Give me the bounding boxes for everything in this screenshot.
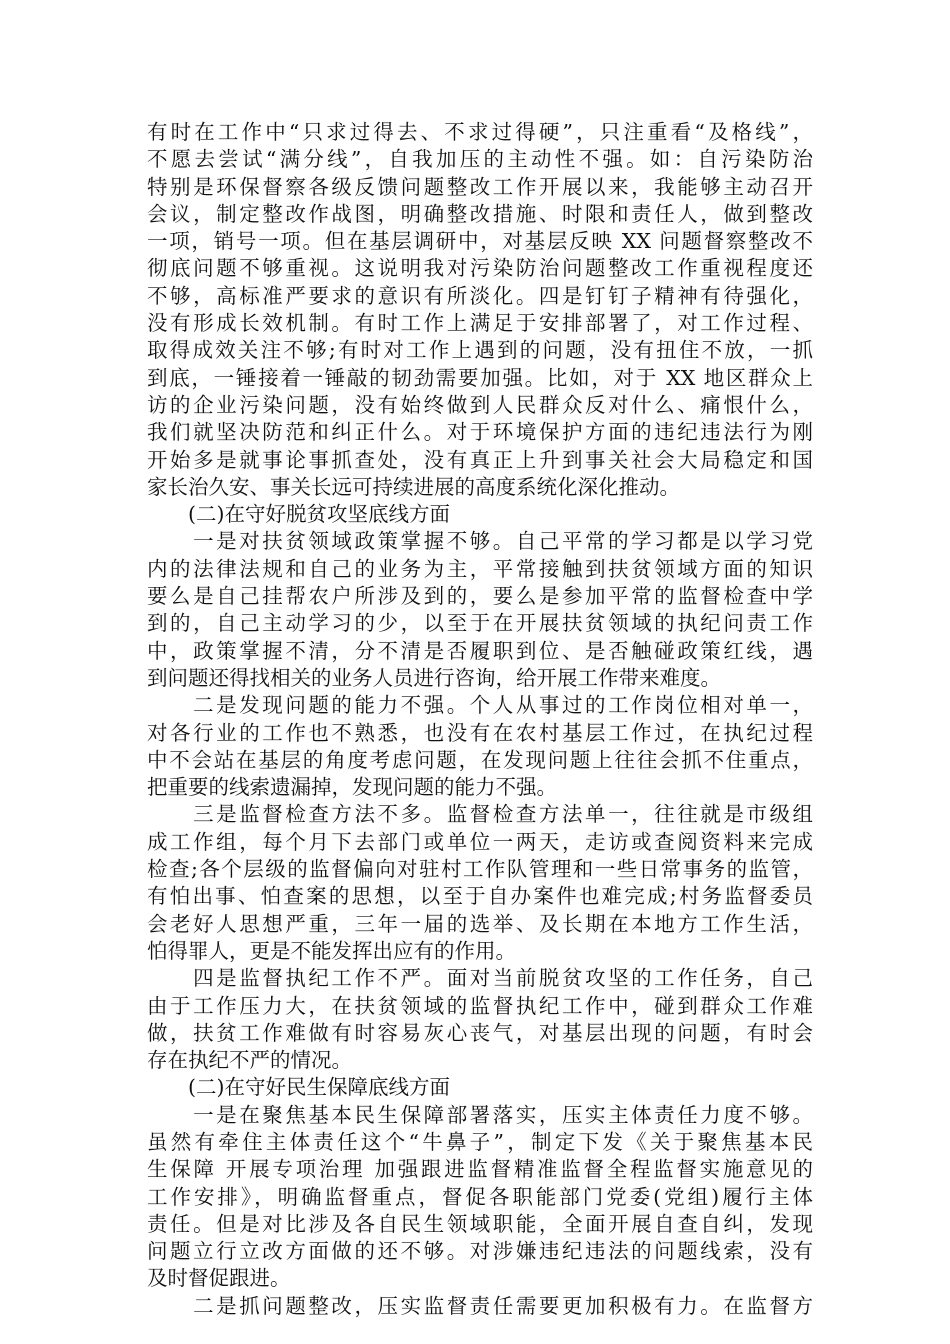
text-line: 把重要的线索遗漏掉，发现问题的能力不强。 [147, 775, 557, 800]
text-line: 我们就坚决防范和纠正什么。对于环境保护方面的违纪违法行为刚 [147, 420, 813, 445]
text-line: 到底，一锤接着一锤敲的韧劲需要加强。比如，对于 XX 地区群众上 [147, 365, 813, 390]
text-line: 有时在工作中“只求过得去、不求过得硬”，只注重看“及格线”， [147, 120, 813, 144]
text-line: 彻底问题不够重视。这说明我对污染防治问题整改工作重视程度还 [147, 256, 813, 281]
text-line: (二)在守好民生保障底线方面 [147, 1075, 450, 1100]
text-line: 会老好人思想严重，三年一届的选举、及长期在本地方工作生活， [147, 911, 813, 936]
text-line: 对各行业的工作也不熟悉，也没有在农村基层工作过，在执纪过程 [147, 720, 813, 745]
text-line: 中，政策掌握不清，分不清是否履职到位、是否触碰政策红线，遇 [147, 638, 813, 663]
text-line: 到的，自己主动学习的少，以至于在开展扶贫领域的执纪问责工作 [147, 611, 813, 636]
text-line: 要么是自己挂帮农户所涉及到的，要么是参加平常的监督检查中学 [147, 584, 813, 609]
text-line: 三是监督检查方法不多。监督检查方法单一，往往就是市级组 [147, 802, 813, 827]
text-line: 开始多是就事论事抓查处，没有真正上升到事关社会大局稳定和国 [147, 447, 813, 472]
text-line: 工作安排》，明确监督重点，督促各职能部门党委(党组)履行主体 [147, 1184, 813, 1209]
text-line: 一项，销号一项。但在基层调研中，对基层反映 XX 问题督察整改不 [147, 229, 813, 254]
text-line: 存在执纪不严的情况。 [147, 1048, 352, 1073]
text-line: 生保障 开展专项治理 加强跟进监督精准监督全程监督实施意见的 [147, 1157, 813, 1182]
text-line: 取得成效关注不够;有时对工作上遇到的问题，没有扭住不放，一抓 [147, 338, 813, 363]
text-line: (二)在守好脱贫攻坚底线方面 [147, 502, 450, 527]
text-line: 会议，制定整改作战图，明确整改措施、时限和责任人，做到整改 [147, 201, 813, 226]
text-line: 一是在聚焦基本民生保障部署落实，压实主体责任力度不够。 [147, 1102, 813, 1127]
text-line: 特别是环保督察各级反馈问题整改工作开展以来，我能够主动召开 [147, 174, 813, 199]
text-line: 责任。但是对比涉及各自民生领域职能，全面开展自查自纠，发现 [147, 1211, 813, 1236]
document-body [147, 119, 813, 1320]
text-line: 二是抓问题整改，压实监督责任需要更加积极有力。在监督方 [147, 1293, 813, 1318]
text-line: 问题立行立改方面做的还不够。对涉嫌违纪违法的问题线索，没有 [147, 1239, 813, 1264]
text-line: 虽然有牵住主体责任这个“牛鼻子”，制定下发《关于聚焦基本民 [147, 1129, 813, 1154]
text-line: 有怕出事、怕查案的思想，以至于自办案件也难完成;村务监督委员 [147, 884, 813, 909]
text-line: 到问题还得找相关的业务人员进行咨询，给开展工作带来难度。 [147, 665, 721, 690]
text-line: 四是监督执纪工作不严。面对当前脱贫攻坚的工作任务，自己 [147, 966, 813, 991]
text-line: 不愿去尝试“满分线”，自我加压的主动性不强。如：自污染防治 [147, 147, 813, 172]
text-line: 怕得罪人，更是不能发挥出应有的作用。 [147, 938, 516, 963]
text-line: 家长治久安、事关长远可持续进展的高度系统化深化推动。 [147, 474, 680, 499]
text-line: 内的法律法规和自己的业务为主，平常接触到扶贫领域方面的知识 [147, 556, 813, 581]
text-line: 一是对扶贫领域政策掌握不够。自己平常的学习都是以学习党 [147, 529, 813, 554]
text-line: 中不会站在基层的角度考虑问题，在发现问题上往往会抓不住重点， [147, 747, 813, 772]
text-line: 访的企业污染问题，没有始终做到人民群众反对什么、痛恨什么， [147, 392, 813, 417]
text-line: 二是发现问题的能力不强。个人从事过的工作岗位相对单一， [147, 693, 813, 718]
text-line: 检查;各个层级的监督偏向对驻村工作队管理和一些日常事务的监管， [147, 857, 813, 882]
text-line: 没有形成长效机制。有时工作上满足于安排部署了，对工作过程、 [147, 311, 813, 336]
text-line: 成工作组，每个月下去部门或单位一两天，走访或查阅资料来完成 [147, 829, 813, 854]
text-line: 及时督促跟进。 [147, 1266, 291, 1291]
text-line: 做，扶贫工作难做有时容易灰心丧气，对基层出现的问题，有时会 [147, 1020, 813, 1045]
text-line: 由于工作压力大，在扶贫领域的监督执纪工作中，碰到群众工作难 [147, 993, 813, 1018]
text-line: 不够，高标准严要求的意识有所淡化。四是钉钉子精神有待强化， [147, 283, 813, 308]
